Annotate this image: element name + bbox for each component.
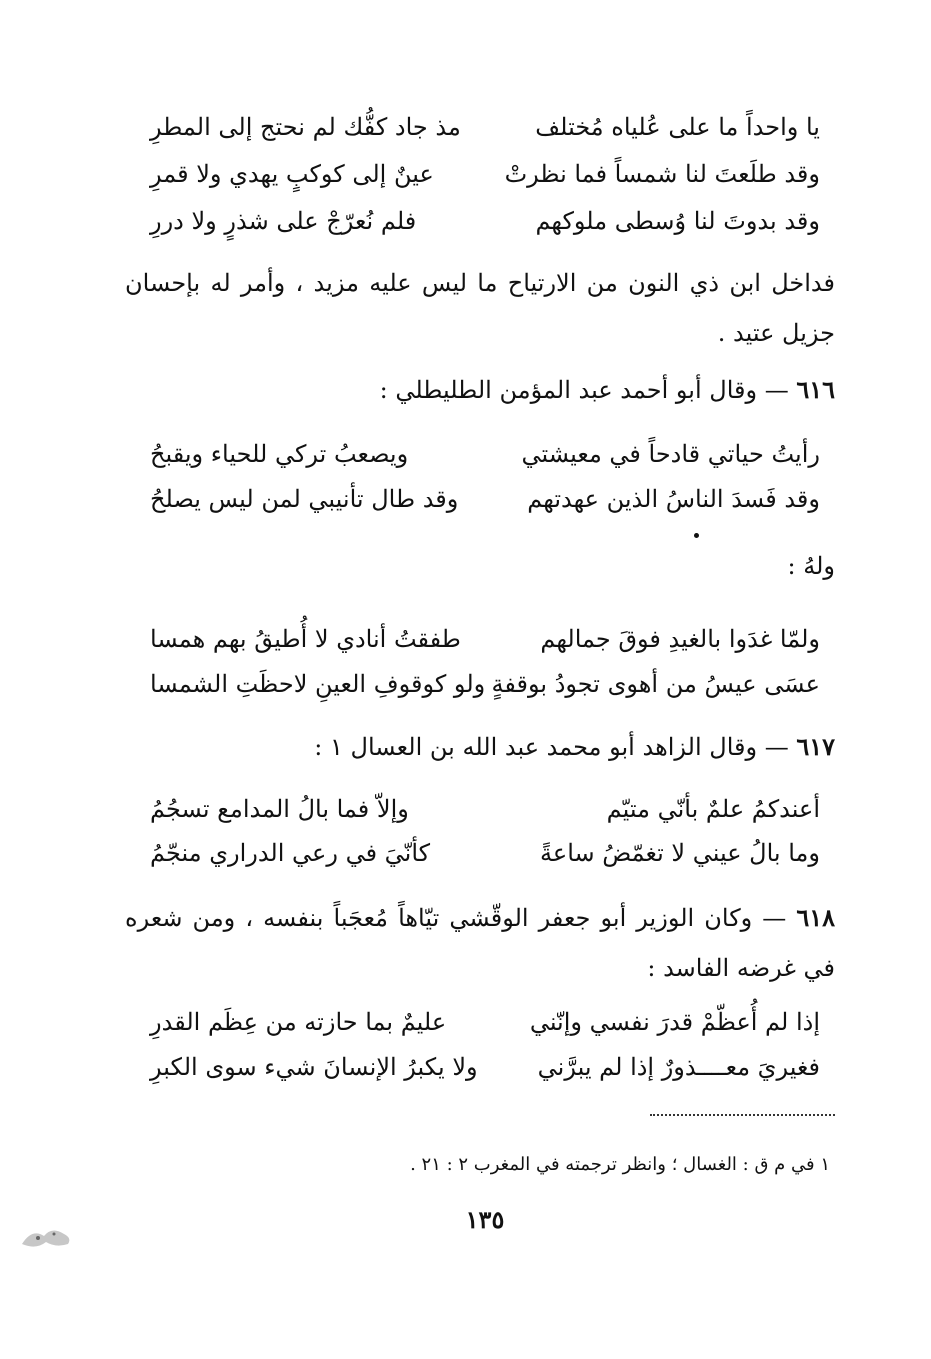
entry-number: ٦١٨ [796, 903, 835, 932]
first-hemistich: ولمّا غدَوا بالغيدِ فوقَ جمالهم [540, 625, 820, 653]
first-hemistich: يا واحداً ما على عُلياه مُختلف [535, 113, 820, 141]
second-hemistich: مذ جاد كفُّك لم نحتج إلى المطرِ [150, 113, 461, 141]
first-hemistich: رأيتُ حياتي قادحاً في معيشتي [521, 440, 820, 468]
verse-line [120, 787, 820, 831]
second-hemistich: ولو كوقوفِ العينِ لاحظَتِ الشمسا [150, 670, 486, 698]
entry-number: ٦١٦ [796, 375, 835, 404]
first-hemistich: وقد فَسدَ الناسُ الذين عهدتهم [527, 485, 820, 513]
first-hemistich: وما بالُ عيني لا تغمّضُ ساعةً [540, 839, 820, 867]
verse-line [120, 1000, 820, 1044]
entry-heading [125, 722, 835, 772]
entry-intro: — وقال أبو أحمد عبد المؤمن الطليطلي : [379, 376, 797, 404]
page-number: ١٣٥ [465, 1205, 505, 1234]
verse-line [120, 105, 820, 149]
second-hemistich: فلم نُعرّجْ على شذرٍ ولا دررِ [150, 207, 417, 235]
entry-heading [125, 893, 835, 993]
first-hemistich: إذا لم أُعظّمْ قدرَ نفسي وإنّني [529, 1008, 820, 1036]
second-hemistich: وقد طال تأنيبي لمن ليس يصلحُ [150, 485, 459, 513]
first-hemistich: وقد طلَعتَ لنا شمساً فما نظرتْ [504, 160, 820, 188]
first-hemistich: وقد بدوتَ لنا وُسطى ملوكهم [535, 207, 820, 235]
first-hemistich: أعندكمُ علمٌ بأنّي متيّم [606, 795, 820, 823]
second-hemistich: كأنّيَ في رعي الدراري منجّمُ [150, 839, 431, 867]
first-hemistich: فغيريَ معــــذورٌ إذا لم يبرَّني [537, 1053, 820, 1081]
second-hemistich: عينٌ إلى كوكبٍ يهدي ولا قمرِ [150, 160, 434, 188]
ink-smudge [18, 1222, 78, 1252]
entry-intro: — وقال الزاهد أبو محمد عبد الله بن العسال ١ : [314, 733, 797, 761]
second-hemistich: عليمٌ بما حازته من عِظَم القدرِ [150, 1008, 447, 1036]
verse-line [120, 432, 820, 476]
second-hemistich: ولا يكبرُ الإنسانَ شيء سوى الكبرِ [150, 1053, 478, 1081]
verse-line [120, 831, 820, 875]
second-hemistich: طفقتُ أنادي لا أُطيقُ بهم همسا [150, 625, 461, 653]
verse-line [120, 152, 820, 196]
footnote: ١ في م ق : الغسال ؛ وانظر ترجمته في المغرب ٢ : ٢١ . [410, 1154, 830, 1175]
second-hemistich: وإلاّ فما بالُ المدامع تسجُمُ [150, 795, 409, 823]
verse-line [120, 199, 820, 243]
prose-paragraph: فداخل ابن ذي النون من الارتياح ما ليس عليه مزيد ، وأمر له بإحسان جزيل عتيد . [125, 269, 835, 347]
first-hemistich: عسَى عيسُ من أهوى تجودُ بوقفةٍ [491, 670, 820, 698]
poem-label: ولهُ : [787, 552, 835, 580]
entry-heading [125, 365, 835, 415]
verse-line [120, 617, 820, 661]
footnote-separator [650, 1114, 835, 1116]
verse-line [120, 1045, 820, 1089]
verse-line [120, 662, 820, 706]
ink-dot [694, 533, 699, 538]
entry-number: ٦١٧ [796, 732, 835, 761]
entry-intro: — وكان الوزير أبو جعفر الوقّشي تيّاهاً مُعجَباً بنفسه ، ومن شعره في غرضه الفاسد : [125, 904, 835, 982]
second-hemistich: ويصعبُ تركي للحياء ويقبحُ [150, 440, 409, 468]
verse-line [120, 477, 820, 521]
